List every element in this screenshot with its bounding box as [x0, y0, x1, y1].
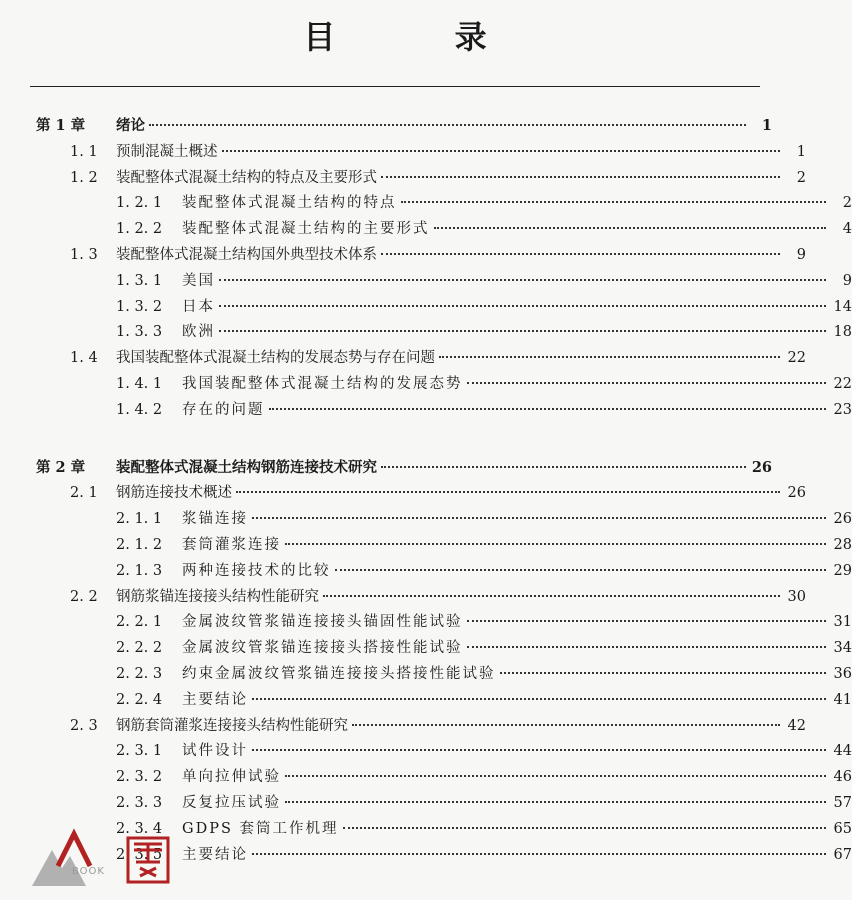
dot-leader: [285, 775, 826, 777]
dot-leader: [222, 150, 781, 152]
subsection-entry: [0, 320, 852, 344]
subsection-entry: [0, 739, 852, 763]
entry-title: 预制混凝土概述: [116, 143, 218, 160]
dot-leader: [401, 201, 827, 203]
section-entry: [0, 243, 806, 267]
entry-number: 1. 3. 1: [116, 272, 163, 289]
subsection-entry: [0, 507, 852, 531]
entry-page-number: 26: [787, 485, 806, 502]
subsection-entry: [0, 559, 852, 583]
dot-leader: [149, 124, 746, 126]
subsection-entry: [0, 765, 852, 789]
entry-page-number: 2: [842, 195, 852, 212]
entry-page-number: 30: [787, 588, 806, 605]
entry-title: 金属波纹管浆锚连接接头搭接性能试验: [182, 640, 463, 657]
entry-number: 2. 3. 3: [116, 795, 163, 811]
entry-title: 装配整体式混凝土结构的特点: [182, 195, 397, 212]
entry-number: 2. 3: [70, 717, 98, 734]
entry-title: 两种连接技术的比较: [182, 562, 331, 579]
chapter-entry: [0, 456, 772, 480]
dot-leader: [343, 827, 826, 829]
entry-page-number: 29: [833, 562, 852, 579]
entry-number: 第 2 章: [36, 458, 86, 476]
entry-page-number: 14: [833, 298, 852, 315]
seal-icon: [58, 834, 90, 866]
entry-number: 1. 2: [70, 169, 98, 186]
entry-title: 钢筋套筒灌浆连接接头结构性能研究: [116, 717, 348, 734]
entry-page-number: 67: [833, 846, 852, 863]
entry-number: 2. 3. 4: [116, 820, 163, 837]
dot-leader: [285, 801, 826, 803]
entry-number: 1. 4. 1: [116, 376, 163, 392]
entry-title: 绪论: [116, 117, 145, 134]
entry-title: 试件设计: [182, 743, 248, 760]
dot-leader: [252, 749, 826, 751]
entry-title: 装配整体式混凝土结构的特点及主要形式: [116, 169, 377, 186]
entry-title: 美国: [182, 272, 215, 289]
entry-title: 约束金属波纹管浆锚连接接头搭接性能试验: [182, 666, 496, 682]
entry-page-number: 26: [751, 458, 772, 476]
entry-title: 欧洲: [182, 324, 215, 341]
section-entry: [0, 346, 806, 370]
entry-page-number: 65: [833, 820, 852, 837]
entry-page-number: 34: [833, 640, 852, 657]
entry-title: 单向拉伸试验: [182, 769, 281, 786]
entry-title: 钢筋连接技术概述: [116, 485, 232, 502]
entry-number: 2. 2. 3: [116, 666, 163, 682]
dot-leader: [323, 595, 780, 597]
chapter-entry: [0, 114, 772, 138]
entry-page-number: 23: [833, 401, 852, 418]
entry-number: 2. 2. 2: [116, 640, 163, 657]
section-entry: [0, 585, 806, 609]
entry-page-number: 44: [833, 743, 852, 760]
entry-page-number: 18: [833, 324, 852, 341]
entry-number: 1. 2. 2: [116, 221, 163, 238]
entry-number: 2. 3. 2: [116, 769, 163, 786]
entry-page-number: 22: [833, 376, 852, 392]
entry-number: 1. 3. 3: [116, 324, 163, 341]
entry-page-number: 22: [787, 350, 806, 367]
entry-page-number: 28: [833, 537, 852, 553]
dot-leader: [252, 853, 826, 855]
entry-title: 套筒灌浆连接: [182, 537, 281, 553]
entry-number: 2. 3. 1: [116, 743, 163, 760]
entry-title: 反复拉压试验: [182, 795, 281, 811]
entry-page-number: 57: [833, 795, 852, 811]
entry-page-number: 4: [842, 221, 852, 238]
subsection-entry: [0, 662, 852, 686]
subsection-entry: [0, 610, 852, 634]
entry-number: 1. 3: [70, 247, 98, 263]
entry-number: 2. 1. 3: [116, 562, 163, 579]
page-title: 目 录: [303, 18, 541, 56]
entry-number: 2. 3. 5: [116, 846, 163, 863]
dot-leader: [335, 569, 827, 571]
dot-leader: [381, 176, 780, 178]
entry-page-number: 41: [833, 691, 852, 708]
dot-leader: [381, 466, 746, 468]
dot-leader: [219, 305, 826, 307]
entry-page-number: 9: [842, 272, 852, 289]
entry-title: 装配整体式混凝土结构的主要形式: [182, 221, 430, 238]
stamp-icon: [128, 838, 168, 882]
entry-number: 1. 3. 2: [116, 298, 163, 315]
dot-leader: [285, 543, 826, 545]
entry-title: 我国装配整体式混凝土结构的发展态势与存在问题: [116, 350, 435, 367]
dot-leader: [467, 646, 827, 648]
entry-number: 2. 1. 1: [116, 511, 163, 528]
entry-page-number: 42: [787, 717, 806, 734]
subsection-entry: [0, 636, 852, 660]
entry-number: 1. 1: [70, 143, 98, 160]
subsection-entry: [0, 791, 852, 815]
subsection-entry: [0, 295, 852, 319]
entry-title: 浆锚连接: [182, 511, 248, 528]
entry-number: 1. 4. 2: [116, 401, 163, 418]
entry-title: 存在的问题: [182, 401, 265, 418]
entry-page-number: 1: [761, 117, 772, 134]
dot-leader: [439, 356, 780, 358]
entry-number: 2. 2: [70, 588, 98, 605]
section-entry: [0, 166, 806, 190]
entry-page-number: 2: [796, 169, 806, 186]
dot-leader: [252, 517, 826, 519]
dot-leader: [219, 330, 826, 332]
subsection-entry: [0, 217, 852, 241]
entry-page-number: 9: [796, 247, 806, 263]
dot-leader: [467, 382, 827, 384]
dot-leader: [252, 698, 826, 700]
entry-page-number: 31: [833, 614, 852, 631]
dot-leader: [467, 620, 827, 622]
entry-number: 2. 2. 1: [116, 614, 163, 631]
subsection-entry: [0, 398, 852, 422]
entry-number: 2. 1. 2: [116, 537, 163, 553]
entry-title: 我国装配整体式混凝土结构的发展态势: [182, 376, 463, 392]
entry-number: 2. 2. 4: [116, 691, 163, 708]
entry-number: 第 1 章: [36, 117, 86, 134]
section-entry: [0, 481, 806, 505]
section-entry: [0, 714, 806, 738]
subsection-entry: [0, 688, 852, 712]
entry-page-number: 26: [833, 511, 852, 528]
dot-leader: [352, 724, 780, 726]
dot-leader: [500, 672, 827, 674]
entry-title: 主要结论: [182, 846, 248, 863]
subsection-entry: [0, 372, 852, 396]
entry-page-number: 1: [796, 143, 806, 160]
dot-leader: [236, 491, 780, 493]
entry-title: 装配整体式混凝土结构国外典型技术体系: [116, 247, 377, 263]
subsection-entry: [0, 533, 852, 557]
dot-leader: [434, 227, 827, 229]
dot-leader: [219, 279, 826, 281]
entry-page-number: 46: [833, 769, 852, 786]
entry-title: 装配整体式混凝土结构钢筋连接技术研究: [116, 458, 377, 476]
subsection-entry: [0, 269, 852, 293]
entry-page-number: 36: [833, 666, 852, 682]
section-entry: [0, 140, 806, 164]
entry-number: 1. 4: [70, 350, 98, 367]
dot-leader: [269, 408, 827, 410]
entry-title: GDPS 套筒工作机理: [182, 820, 339, 837]
dot-leader: [381, 253, 780, 255]
entry-title: 钢筋浆锚连接接头结构性能研究: [116, 588, 319, 605]
subsection-entry: [0, 191, 852, 215]
watermark-text: BOOK: [72, 866, 105, 877]
entry-title: 金属波纹管浆锚连接接头锚固性能试验: [182, 614, 463, 631]
entry-title: 日本: [182, 298, 215, 315]
watermark-logo: [30, 828, 180, 888]
entry-number: 1. 2. 1: [116, 195, 163, 212]
entry-title: 主要结论: [182, 691, 248, 708]
entry-number: 2. 1: [70, 485, 98, 502]
